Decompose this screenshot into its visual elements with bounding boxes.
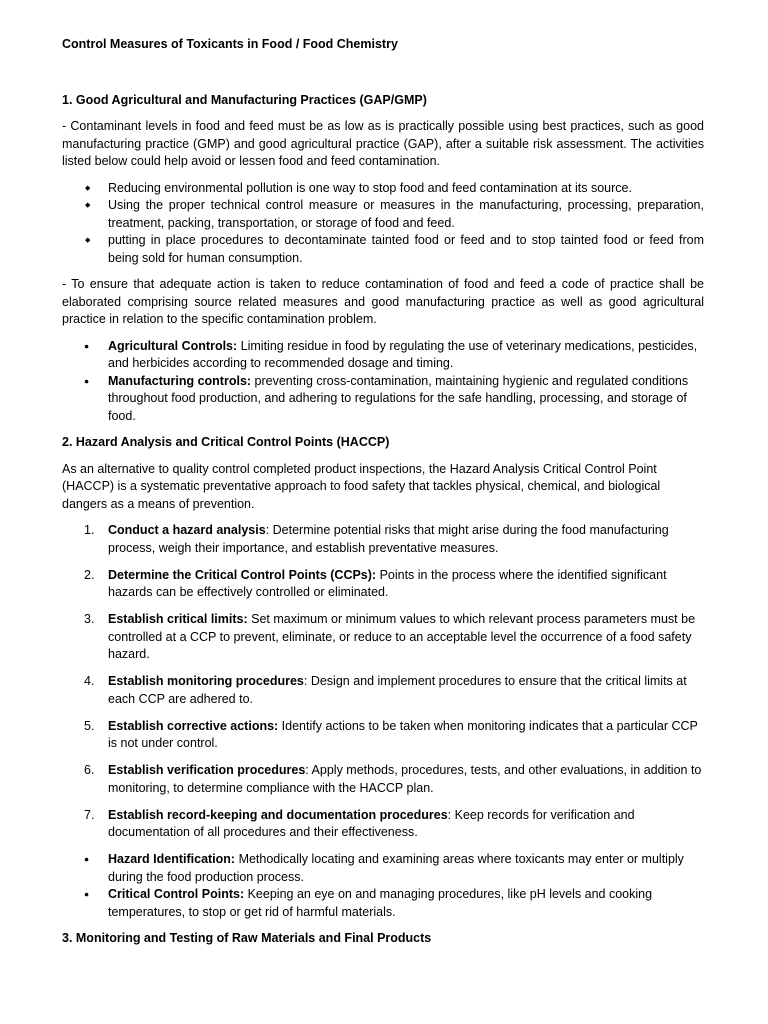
list-item	[62, 373, 704, 426]
list-item	[62, 851, 704, 886]
step-number: 3.	[84, 612, 95, 626]
section-1-diamond-list	[62, 180, 704, 268]
document-page	[62, 36, 704, 957]
list-item	[62, 886, 704, 921]
step-term: Establish verification procedures	[108, 763, 306, 777]
list-item: ◆ Reducing environmental pollution is one way to stop food and feed contamination at its source.	[62, 180, 704, 198]
document-title: Control Measures of Toxicants in Food / Food Chemistry	[62, 37, 398, 51]
step-number: 5.	[84, 718, 95, 733]
list-item	[62, 522, 704, 557]
list-item	[62, 673, 704, 708]
point-term: Critical Control Points:	[108, 887, 245, 901]
step-text: : Determine potential risks that might arise during the food manufacturing process, weigh their importance, and establish preventative measures.	[108, 523, 669, 555]
step-text: : Apply methods, procedures, tests, and other evaluations, in addition to monitoring, to determine compliance with the HACCP plan.	[108, 763, 702, 795]
step-number: 4.	[84, 674, 95, 688]
step-text: : Keep records for verification and documentation of all procedures and their effectiveness.	[108, 807, 635, 839]
haccp-steps-list	[62, 522, 704, 842]
step-term: Conduct a hazard analysis	[108, 523, 266, 537]
step-text: Points in the process where the identified significant hazards can be effectively controlled or eliminated.	[108, 567, 667, 599]
step-term: Establish critical limits:	[108, 612, 248, 626]
step-term: Establish record-keeping and documentation procedures	[108, 807, 448, 822]
section-1-paragraph: - Contaminant levels in food and feed must be as low as is practically possible using best practices, such as good manufacturing practice (GMP) and good agricultural practice (GAP), after a suitable risk assessment. The activities listed below could help avoid or lessen food and feed contamination.	[62, 119, 704, 168]
point-text: Keeping an eye on and managing procedures, like pH levels and cooking temperatures, to stop or get rid of harmful materials.	[108, 887, 653, 919]
control-term: Agricultural Controls:	[108, 338, 238, 353]
section-3-heading: 3. Monitoring and Testing of Raw Materials and Final Products	[62, 931, 432, 945]
step-term: Establish corrective actions:	[108, 718, 279, 733]
step-term: Determine the Critical Control Points (CCPs):	[108, 567, 377, 582]
step-text: : Design and implement procedures to ensure that the critical limits at each CCP are adhered to.	[108, 674, 687, 706]
list-item: ◆ Using the proper technical control measure or measures in the manufacturing, processing, preparation, treatment, packing, transportation, or storage of food and feed.	[62, 197, 704, 232]
step-number: 7.	[84, 807, 95, 822]
list-item	[62, 567, 704, 602]
control-text: preventing cross-contamination, maintaining hygienic and regulated conditions throughout food production, and adhering to regulations for the safe handling, processing, and storage of food.	[108, 373, 689, 423]
section-2-heading: 2. Hazard Analysis and Critical Control Points (HACCP)	[62, 435, 390, 449]
step-number: 1.	[84, 523, 95, 537]
step-text: Identify actions to be taken when monitoring indicates that a particular CCP is not under control.	[108, 718, 698, 750]
control-term: Manufacturing controls:	[108, 373, 252, 388]
controls-list	[62, 338, 704, 426]
list-item	[62, 611, 704, 664]
list-item	[62, 807, 704, 842]
list-item: ◆ putting in place procedures to decontaminate tainted food or feed and to stop tainted food or feed from being sold for human consumption.	[62, 232, 704, 267]
step-term: Establish monitoring procedures	[108, 674, 304, 688]
section-1-paragraph-2: - To ensure that adequate action is taken to reduce contamination of food and feed a code of practice shall be elaborated comprising source related measures and good manufacturing practice as well as good agricultural practice in relation to the specific contamination problem.	[62, 277, 704, 326]
list-item	[62, 762, 704, 797]
list-item	[62, 718, 704, 753]
section-1-heading: 1. Good Agricultural and Manufacturing Practices (GAP/GMP)	[62, 92, 427, 107]
list-item	[62, 338, 704, 373]
control-text: Limiting residue in food by regulating the use of veterinary medications, pesticides, and herbicides according to recommended dosage and timing.	[108, 338, 698, 370]
section-2-intro: As an alternative to quality control completed product inspections, the Hazard Analysis Critical Control Point (HACCP) is a systematic preventative approach to food safety that tackles physical, chemical, and biological dangers as a means of prevention.	[62, 461, 661, 511]
step-text: Set maximum or minimum values to which relevant process parameters must be controlled at a CCP to prevent, eliminate, or reduce to an acceptable level the occurrence of a food safety hazard.	[108, 612, 696, 661]
point-text: Methodically locating and examining areas where toxicants may enter or multiply during the food production process.	[108, 852, 684, 884]
step-number: 6.	[84, 763, 95, 777]
haccp-points-list	[62, 851, 704, 921]
step-number: 2.	[84, 567, 95, 582]
point-term: Hazard Identification:	[108, 852, 236, 866]
